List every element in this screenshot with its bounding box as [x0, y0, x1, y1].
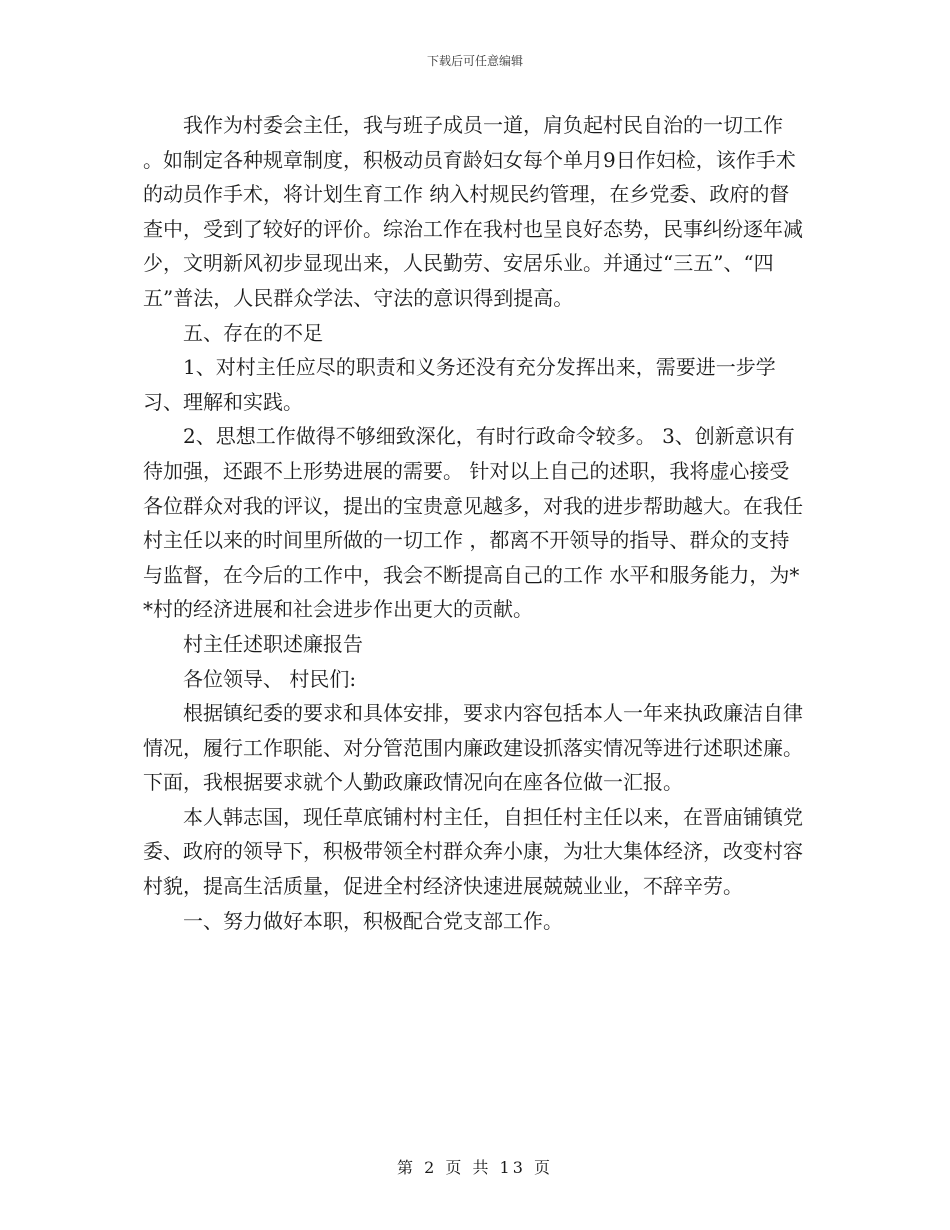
report-title: 村主任述职述廉报告 [183, 631, 363, 656]
paragraph-shortcoming-2: 2、思想工作做得不够细致深化，有时行政命令较多。 3、创新意识有待加强，还跟不上形势进展的需要。 针对以上自己的述职，我将虚心接受各位群众对我的评议，提出的宝贵意见越多，对我的进步帮助越大。在我任村主任以来的时间里所做的一切工作 ，都离不开领导的指导、群众的支持与监督，在今后的工作中，我会不断提高自己的工作 水平和服务能力，为**村的经济进展和社会进步作出更大的贡献。 [143, 424, 803, 622]
paragraph-intro: 根据镇纪委的要求和具体安排，要求内容包括本人一年来执政廉洁自律情况，履行工作职能、对分管范围内廉政建设抓落实情况等进行述职述廉。下面，我根据要求就个人勤政廉政情况向在座各位做一汇报。 [143, 701, 803, 795]
section-heading-one: 一、努力做好本职，积极配合党支部工作。 [183, 908, 563, 933]
page-number: 第 2 页 共 13 页 [397, 1158, 553, 1177]
paragraph-work-summary: 我作为村委会主任，我与班子成员一道，肩负起村民自治的一切工作 。如制定各种规章制度，积极动员育龄妇女每个单月9日作妇检，该作手术的动员作手术，将计划生育工作 纳入村规民约管理，在乡党委、政府的督查中，受到了较好的评价。综治工作在我村也呈良好态势，民事纠纷逐年减少，文明新风初步显现出来，人民勤劳、安居乐业。并通过“三五”、“四五”普法，人民群众学法、守法的意识得到提高。 [143, 113, 803, 310]
salutation: 各位领导、 村民们: [183, 666, 357, 691]
page-footer [0, 1155, 950, 1178]
document-body [143, 108, 808, 938]
section-heading-shortcomings: 五、存在的不足 [183, 320, 323, 345]
header-note: 下载后可任意编辑 [426, 54, 523, 68]
page-header [0, 52, 950, 69]
paragraph-shortcoming-1: 1、对村主任应尽的职责和义务还没有充分发挥出来，需要进一步学习、理解和实践。 [143, 355, 776, 414]
paragraph-self-intro: 本人韩志国，现任草底铺村村主任，自担任村主任以来，在晋庙铺镇党委、政府的领导下，积极带领全村群众奔小康，为壮大集体经济，改变村容村貌，提高生活质量，促进全村经济快速进展兢兢业业，不辞辛劳。 [143, 804, 803, 899]
